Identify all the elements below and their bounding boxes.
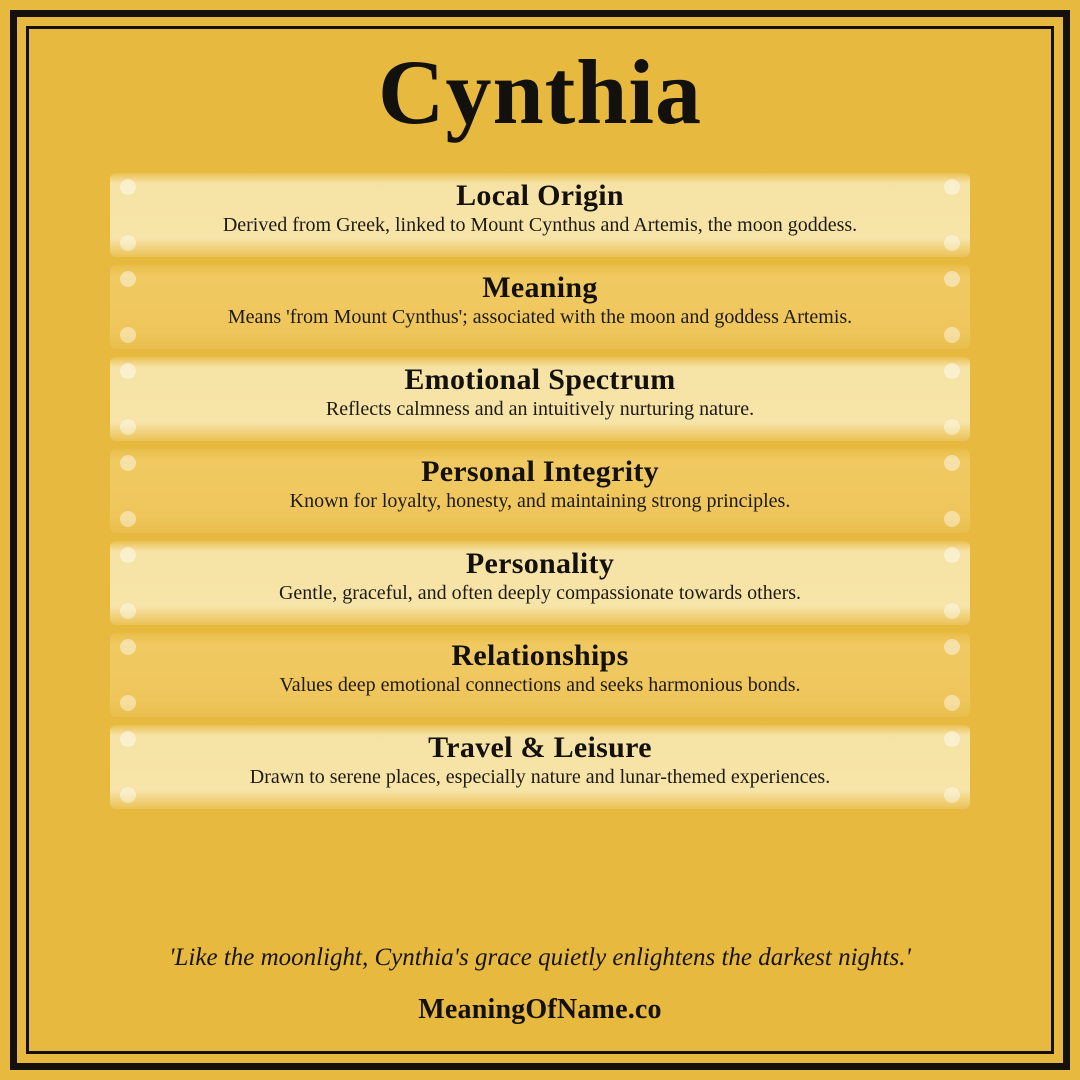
section-description: Means 'from Mount Cynthus'; associated with the moon and goddess Artemis. (227, 306, 853, 329)
section-title: Travel & Leisure (428, 730, 652, 764)
poster-footer (40, 944, 1040, 1044)
section-description: Reflects calmness and an intuitively nurturing nature. (325, 398, 755, 421)
section-description: Derived from Greek, linked to Mount Cynthus and Artemis, the moon goddess. (222, 214, 858, 237)
section-description: Values deep emotional connections and seeks harmonious bonds. (279, 674, 801, 697)
brand-name: MeaningOfName.co (418, 994, 662, 1025)
section-card-personality (110, 541, 970, 625)
page-title: Cynthia (378, 41, 702, 143)
quote-text: 'Like the moonlight, Cynthia's grace quietly enlightens the darkest nights.' (169, 944, 911, 971)
section-card-personal-integrity (110, 449, 970, 533)
section-title: Personal Integrity (421, 454, 659, 488)
section-title: Personality (465, 546, 615, 580)
section-title: Local Origin (456, 178, 624, 212)
section-card-emotional-spectrum (110, 357, 970, 441)
section-list (40, 173, 1040, 817)
section-card-meaning (110, 265, 970, 349)
section-card-travel-leisure (110, 725, 970, 809)
section-title: Emotional Spectrum (404, 362, 676, 396)
section-title: Meaning (482, 270, 598, 304)
section-description: Gentle, graceful, and often deeply compassionate towards others. (278, 582, 802, 605)
poster-content (40, 36, 1040, 1044)
section-card-relationships (110, 633, 970, 717)
section-description: Known for loyalty, honesty, and maintaining strong principles. (289, 490, 791, 513)
section-description: Drawn to serene places, especially nature and lunar-themed experiences. (249, 766, 831, 789)
section-title: Relationships (451, 638, 629, 672)
section-card-local-origin (110, 173, 970, 257)
